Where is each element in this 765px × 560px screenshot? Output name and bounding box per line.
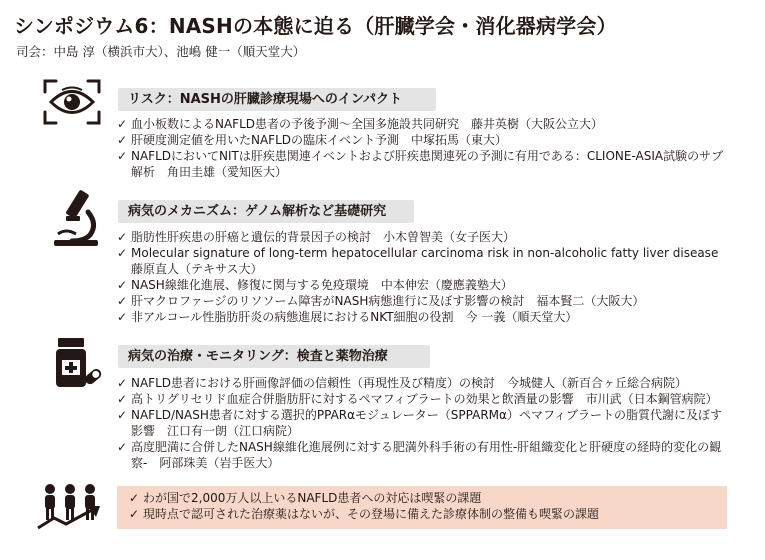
section-2-heading: 病気のメカニズム：ゲノム解析など基礎研究 [118,200,414,223]
section-2-list [117,229,732,325]
list-item: ✓ NASH線維化進展、修復に関与する免疫環境 中本伸宏（慶應義塾大） [117,277,732,293]
list-item: ✓ 高度肥満に合併したNASH線維化進展例に対する肥満外科手術の有用性-肝組織変化と肝硬度の経時的変化の観察- 阿部珠美（岩手医大） [117,439,732,471]
list-item: ✓ 現時点で認可された治療薬はないが、その登場に備えた診療体制の整備も喫緊の課題 [129,506,715,522]
chairpersons: 司会：中島 淳（横浜市大）、池嶋 健一（順天堂大） [16,44,306,59]
list-item: ✓ 非アルコール性脂肪肝炎の病態進展におけるNKT細胞の役割 今 一義（順天堂大） [117,309,732,325]
list-item: ✓ NAFLD患者における肝画像評価の信頼性（再現性及び精度）の検討 今城健人（新百合ヶ丘総合病院） [117,375,732,391]
section-3-heading: 病気の治療・モニタリング：検査と薬物治療 [118,345,430,368]
list-item: ✓ 高トリグリセリド血症合併脂肪肝に対するペマフィブラートの効果と飲酒量の影響 市川武（日本鋼管病院） [117,391,732,407]
microscope-icon [50,188,102,248]
eye-icon [42,78,102,126]
page-title: シンポジウム6：NASHの本態に迫る（肝臓学会・消化器病学会） [14,14,617,38]
list-item: ✓ Molecular signature of long-term hepatocellular carcinoma risk in non-alcoholic fatty liver disease 藤原直人（テキサス大） [117,245,732,277]
people-growth-icon [36,482,108,532]
list-item: ✓ 肝マクロファージのリソソーム障害がNASH病態進行に及ぼす影響の検討 福本賢二（大阪大） [117,293,732,309]
section-1-heading: リスク：NASHの肝臓診療現場へのインパクト [118,88,436,111]
list-item: ✓ 血小板数によるNAFLD患者の予後予測～全国多施設共同研究 藤井英樹（大阪公立大） [117,116,732,132]
section-1-list [117,116,732,180]
section-3-list [117,375,732,471]
list-item: ✓ 脂肪性肝疾患の肝癌と遺伝的背景因子の検討 小木曽智美（女子医大） [117,229,732,245]
medicine-icon [54,336,102,390]
list-item: ✓ わが国で2,000万人以上いるNAFLD患者への対応は喫緊の課題 [129,490,715,506]
summary-list [129,490,715,522]
summary-box [117,486,727,529]
list-item: ✓ 肝硬度測定値を用いたNAFLDの臨床イベント予測 中塚拓馬（東大） [117,132,732,148]
list-item: ✓ NAFLDにおいてNITは肝疾患関連イベントおよび肝疾患関連死の予測に有用である：CLIONE-ASIA試験のサブ解析 角田圭雄（愛知医大） [117,148,732,180]
list-item: ✓ NAFLD/NASH患者に対する選択的PPARαモジュレーター（SPPARMα）ペマフィブラートの脂質代謝に及ぼす影響 江口有一朗（江口病院） [117,407,732,439]
